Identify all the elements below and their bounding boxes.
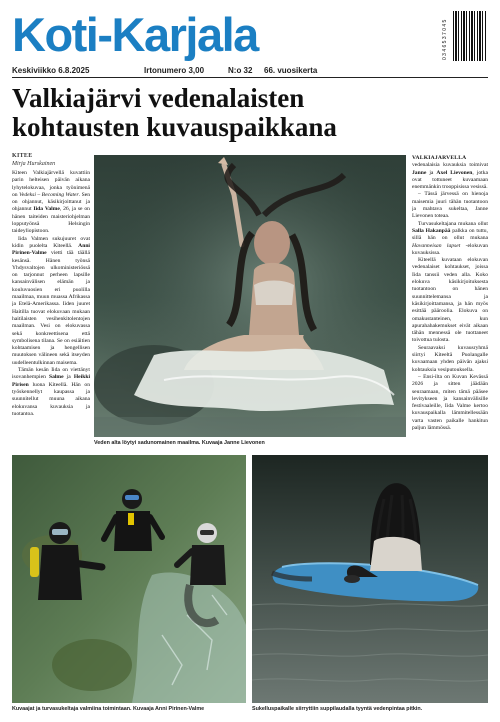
paragraph: Iida Valmen sukujuuret ovat kidin puolelta Kiteellä. Anni Pirinen-Valme vietti tää täällä kesänsä. Hänen työnsä Yhdysvaltojen ulkoministeriössä on tarjonnut perheen lapsille kansainvälisen elämän ja kouluvuosien eri puolilla maailmaa, muun muassa Afrikassa ja Etelä-Amerikassa. Iiden juuret Haitilla tuovat elokuvaan mukaan haitilaisten vesihenkitolentojen maailman. Vesi on elokuvassa sekä konkreettisena että symbolisena tilana. Se on esiäitien kohtaamisen ja hengellisen muutoksen välineen sekä itseyden uudelleentulkinnan maisema.	[12, 235, 90, 366]
issue-number: N:o 32	[228, 66, 253, 75]
masthead-divider	[12, 77, 488, 78]
paragraph: – Ensi-ilta on Kuvan Kevässä 2026 ja sitten jäädään seuraamaan, miten tämä pääsee levitykseen ja kansainvälisille festivaaleille, Iida Valme kertoo kuvauspaikalla lämmitellessään varta vasten paikalle hankitun paljun lämmössä.	[412, 373, 488, 431]
article-headline	[12, 84, 488, 142]
divers-photo-graphic	[12, 455, 246, 703]
sup-photo-caption: Sukelluspaikalle siirryttiin suppilaudalla tyyntä vedenpintaa pitkin.	[252, 706, 423, 712]
main-underwater-photo	[94, 155, 406, 437]
divers-photo	[12, 455, 246, 703]
paragraph: – Tässä järvessä on hienoja maisemia juuri tähän tuotantoon ja mahtava sukeltaa, Janne Lievonen toteaa.	[412, 191, 488, 220]
paragraph: Turvasukeltajana mukana ollut Salla Hakanpää palkka on tuttu, sillä hän on ollut mukana Havanneisan lapset -elokuvan kuvauksissa.	[412, 220, 488, 256]
sup-board-photo	[252, 455, 488, 703]
paragraph: Tämän kesän Iida on viettänyt isovanhempien Salme ja Heikki Pirisen luona Kiteellä. Hän on työskennellyt kaupassa ja suunnitellut muuna aikana elokuvansa kuvauksia ja tuotantoa.	[12, 367, 90, 417]
article-author: Mirja Hurskainen	[12, 161, 56, 167]
issue-date: Keskiviikko 6.8.2025	[12, 66, 90, 75]
article-column-right	[412, 155, 488, 445]
paragraph: Kiteellä kuvataan elokuvan vedenalaiset kohtaukset, joissa Iida tanssii veden alla. Koko elokuva käsikirjoituksesta tuotantoon on hänen suunnittelemansa ja käsikirjoittamansa, ja hän myös esittää pääroolia. Elokuva on omakustanteinen, kun apurahahakemukset eivät aikaan tähän mennessä ole tuottaneet toivottua tulosta.	[412, 257, 488, 344]
sup-photo-graphic	[252, 455, 488, 703]
paragraph: Kiteen Valkiajärvellä kuvattiin parin helteisen päivän aikana lyhytelokuvaa, jonka työnimenä on Vedeksi – Becoming Water. Sen on ohjannut, käsikirjoittanut ja ohjannut Iida Valme, 26, ja se on hänen taiteiden maisteriohjelman lopputyönsä Helsingin taideyliopistoon.	[12, 170, 90, 235]
paragraph: Seuraavaksi kuvausryhmä siirtyi Kiteeltä Puolangalle kuvaamaan yhden päivän ajaksi kohtauksia vesiputouksella.	[412, 344, 488, 373]
newspaper-logo: Koti-Karjala	[12, 8, 258, 61]
masthead	[12, 6, 488, 66]
dateline-place: KITEE	[12, 153, 33, 159]
issue-price: Irtonumero 3,00	[144, 66, 205, 75]
article-column-left	[12, 170, 90, 440]
barcode-icon	[452, 10, 488, 62]
barcode-number: 0 3 4 6 5 3 7 0 4 5	[442, 19, 448, 60]
main-photo-caption: Veden alta löytyi sadunomainen maailma. Kuvaaja Janne Lievonen	[94, 440, 265, 446]
divers-photo-caption: Kuvaajat ja turvasukeltaja valmiina toimintaan. Kuvaaja Anni Pirinen-Valme	[12, 706, 205, 712]
issue-volume: 66. vuosikerta	[264, 66, 318, 75]
headline-line-2: kohtausten kuvauspaikkana	[12, 112, 337, 142]
byline	[12, 152, 92, 168]
headline-line-1: Valkiajärvi vedenalaisten	[12, 83, 305, 113]
underwater-photo-graphic	[94, 155, 406, 437]
paragraph: VALKIAJÄRVELLÄ vedenalaisia kuvauksia toimivat Janne ja Axel Lievonen, jotka ovat tottuneet kuvaamaan enemmänkin trooppisissa vesissä.	[412, 155, 488, 191]
